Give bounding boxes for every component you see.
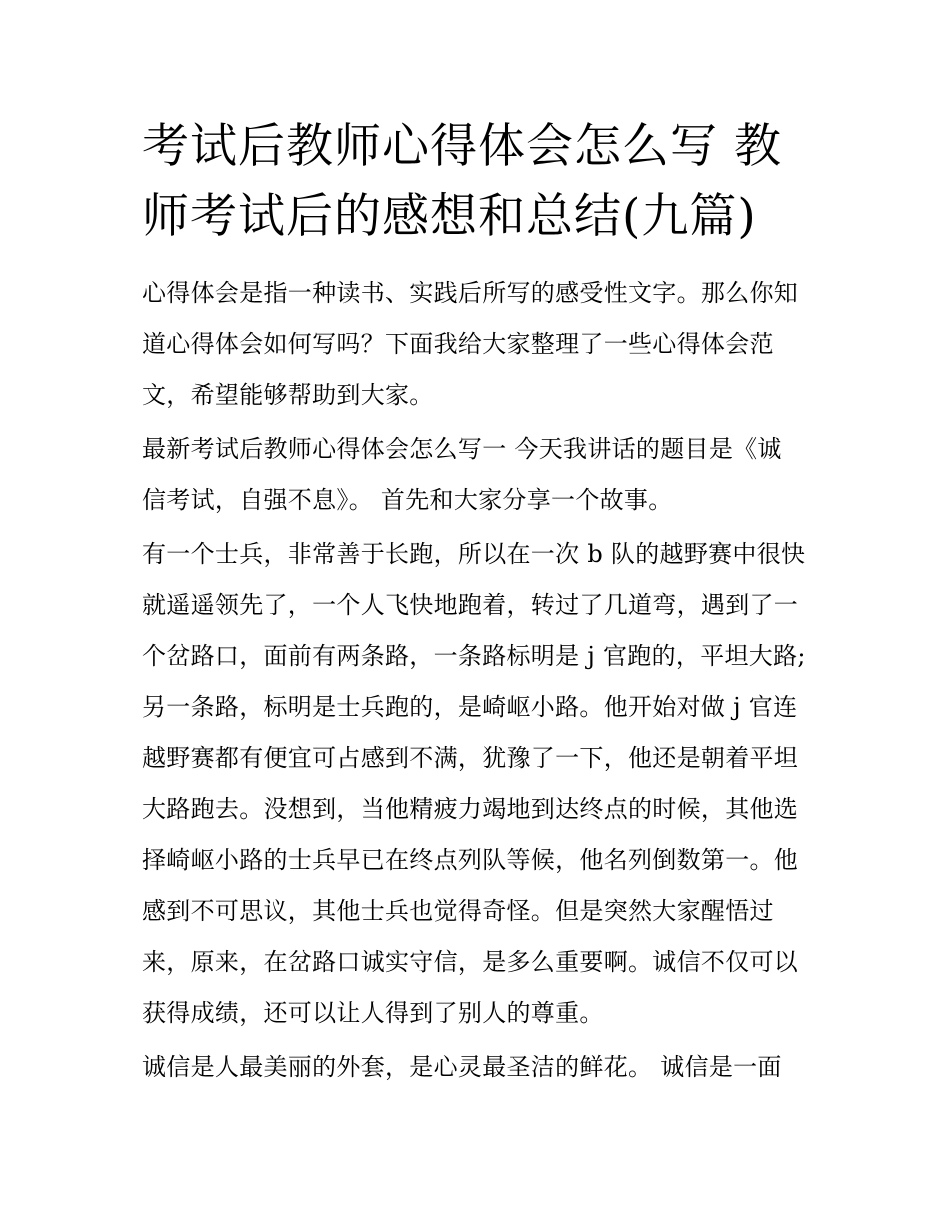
text-line: 有一个士兵，非常善于长跑，所以在一次 b 队的越野赛中很快 bbox=[142, 540, 806, 568]
text-line: 道心得体会如何写吗？下面我给大家整理了一些心得体会范 bbox=[142, 330, 774, 358]
title-line: 考试后教师心得体会怎么写 教 bbox=[142, 119, 782, 174]
text-line: 获得成绩，还可以让人得到了别人的尊重。 bbox=[142, 999, 604, 1027]
closing-paragraph bbox=[142, 1042, 814, 1093]
document-title bbox=[142, 112, 814, 252]
text-line: 文，希望能够帮助到大家。 bbox=[142, 381, 434, 409]
text-line: 就遥遥领先了，一个人飞快地跑着，转过了几道弯，遇到了一 bbox=[142, 591, 799, 619]
text-line: 诚信是人最美丽的外套，是心灵最圣洁的鲜花。 诚信是一面 bbox=[142, 1053, 782, 1081]
text-line: 大路跑去。没想到，当他精疲力竭地到达终点的时候，其他选 bbox=[142, 795, 799, 823]
intro-paragraph bbox=[142, 268, 814, 421]
text-line: 个岔路口，面前有两条路，一条路标明是 j 官跑的，平坦大路; bbox=[142, 642, 806, 670]
text-line: 来，原来，在岔路口诚实守信，是多么重要啊。诚信不仅可以 bbox=[142, 948, 799, 976]
text-line: 越野赛都有便宜可占感到不满，犹豫了一下，他还是朝着平坦 bbox=[142, 744, 799, 772]
section-heading-paragraph bbox=[142, 424, 814, 526]
text-line: 感到不可思议，其他士兵也觉得奇怪。但是突然大家醒悟过 bbox=[142, 897, 774, 925]
title-line: 师考试后的感想和总结(九篇) bbox=[142, 189, 757, 244]
document-page bbox=[142, 112, 814, 1096]
story-paragraph bbox=[142, 529, 814, 1039]
text-line: 信考试，自强不息》。 首先和大家分享一个故事。 bbox=[142, 486, 673, 514]
text-line: 最新考试后教师心得体会怎么写一 今天我讲话的题目是《诚 bbox=[142, 435, 782, 463]
text-line: 择崎岖小路的士兵早已在终点列队等候，他名列倒数第一。他 bbox=[142, 846, 799, 874]
text-line: 另一条路，标明是士兵跑的，是崎岖小路。他开始对做 j 官连 bbox=[142, 693, 798, 721]
text-line: 心得体会是指一种读书、实践后所写的感受性文字。那么你知 bbox=[142, 279, 799, 307]
